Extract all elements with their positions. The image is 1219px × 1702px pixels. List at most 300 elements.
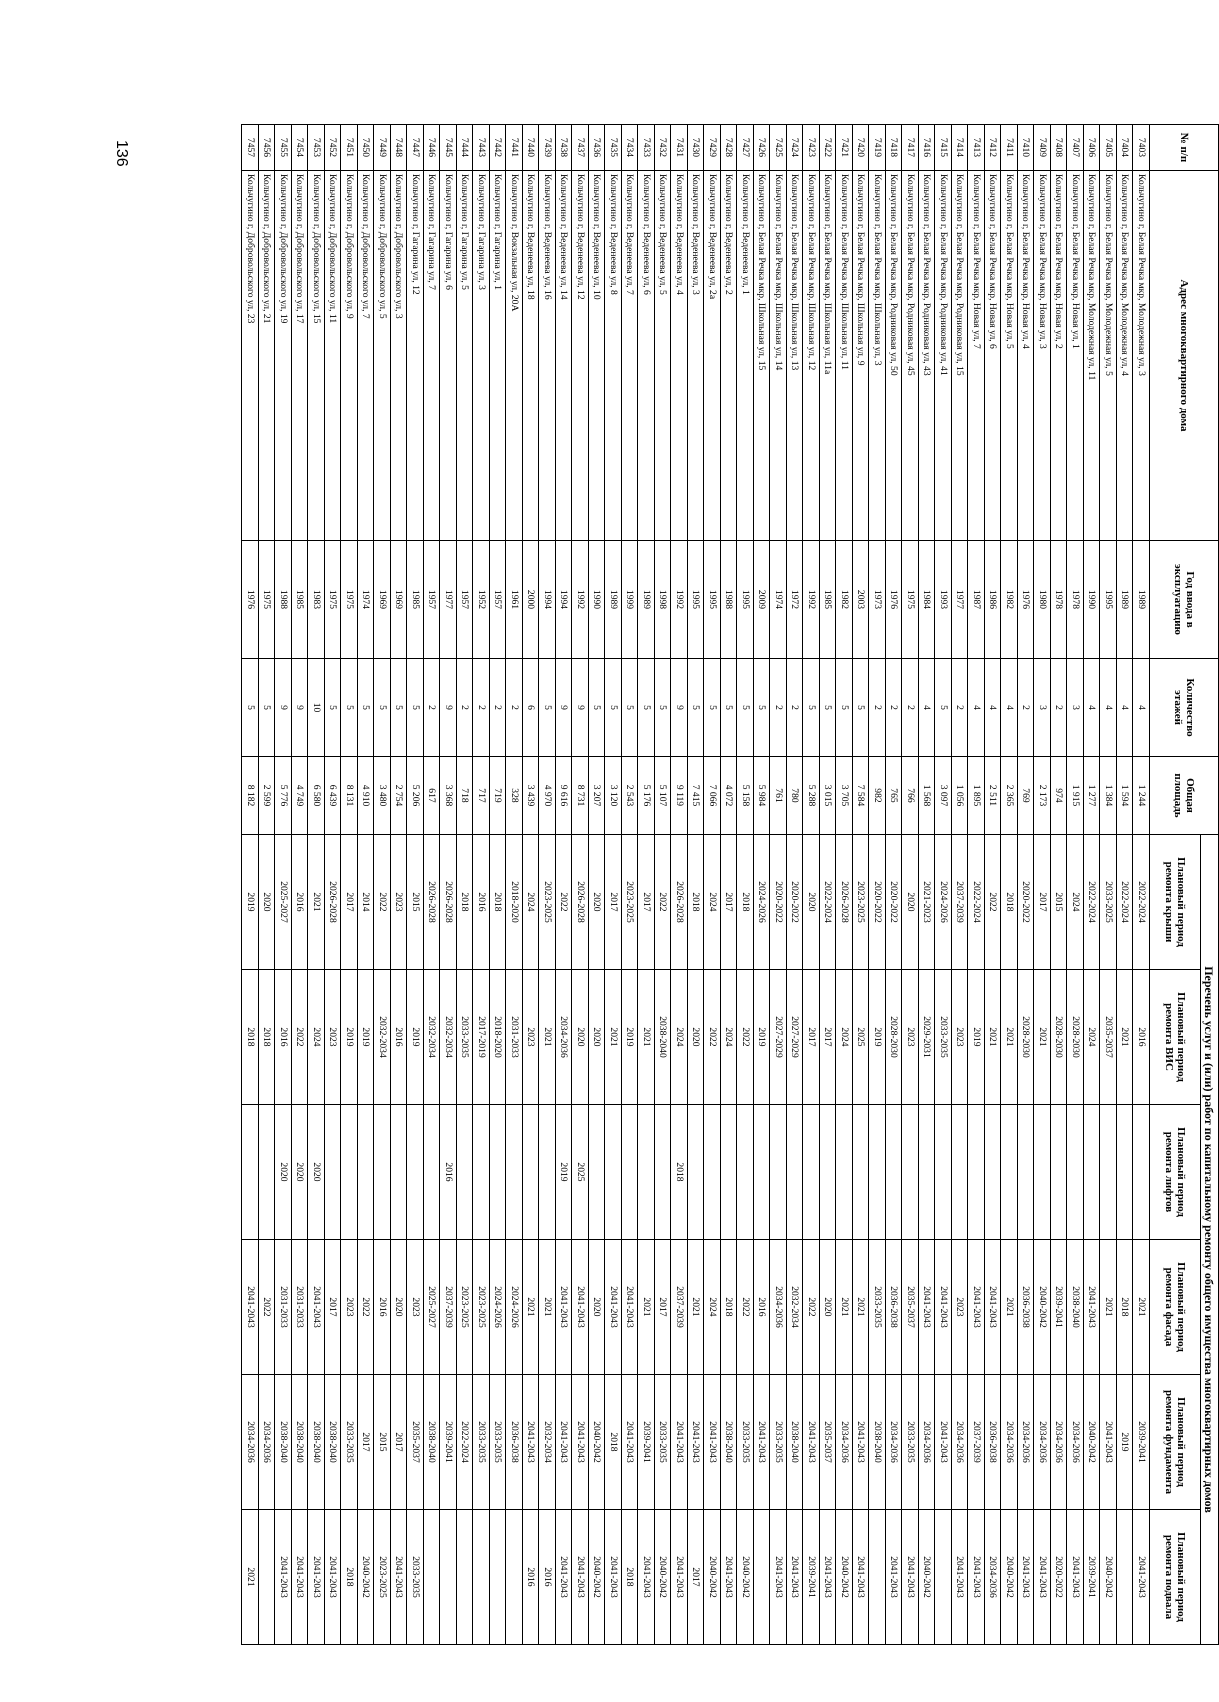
cell-num: 7433 xyxy=(638,125,655,171)
cell-area: 719 xyxy=(490,757,507,835)
cell-vis: 2017-2019 xyxy=(473,970,490,1105)
cell-lift xyxy=(919,1105,936,1240)
cell-roof: 2014 xyxy=(358,835,375,970)
cell-vis: 2034-2036 xyxy=(556,970,573,1105)
cell-floors: 5 xyxy=(935,659,952,757)
cell-basement: 2041-2043 xyxy=(968,1510,985,1645)
cell-roof: 2020 xyxy=(259,835,276,970)
cell-vis: 2019 xyxy=(754,970,771,1105)
cell-area: 2 754 xyxy=(391,757,408,835)
cell-floors: 2 xyxy=(787,659,804,757)
cell-year: 2009 xyxy=(754,541,771,659)
cell-roof: 2020-2022 xyxy=(886,835,903,970)
table-row xyxy=(1067,125,1084,1645)
cell-roof: 2024-2026 xyxy=(935,835,952,970)
cell-lift xyxy=(935,1105,952,1240)
cell-floors: 4 xyxy=(1133,659,1150,757)
cell-address: Кольчугино г, Добровольского ул, 9 xyxy=(341,171,358,541)
cell-year: 1985 xyxy=(292,541,309,659)
cell-facade: 2025-2027 xyxy=(424,1240,441,1375)
cell-floors: 2 xyxy=(902,659,919,757)
table-row xyxy=(457,125,474,1645)
cell-vis: 2033-2035 xyxy=(935,970,952,1105)
cell-lift xyxy=(655,1105,672,1240)
cell-roof: 2019 xyxy=(242,835,259,970)
cell-area: 2 511 xyxy=(985,757,1002,835)
cell-facade: 2016 xyxy=(374,1240,391,1375)
cell-floors: 5 xyxy=(655,659,672,757)
cell-roof: 2022 xyxy=(985,835,1002,970)
cell-year: 1975 xyxy=(902,541,919,659)
cell-year: 1989 xyxy=(1117,541,1134,659)
cell-area: 5 158 xyxy=(737,757,754,835)
cell-address: Кольчугино г, Белая Речка мкр, Школьная ул, 9 xyxy=(853,171,870,541)
cell-area: 4 970 xyxy=(539,757,556,835)
cell-basement: 2020-2022 xyxy=(1051,1510,1068,1645)
cell-floors: 5 xyxy=(259,659,276,757)
cell-foundation: 2019 xyxy=(1117,1375,1134,1510)
cell-num: 7435 xyxy=(605,125,622,171)
cell-foundation: 2041-2043 xyxy=(803,1375,820,1510)
cell-num: 7448 xyxy=(391,125,408,171)
cell-facade: 2041-2043 xyxy=(622,1240,639,1375)
cell-year: 1976 xyxy=(886,541,903,659)
cell-basement xyxy=(506,1510,523,1645)
cell-area: 1 895 xyxy=(968,757,985,835)
cell-floors: 6 xyxy=(523,659,540,757)
cell-foundation: 2034-2036 xyxy=(1018,1375,1035,1510)
cell-basement: 2041-2043 xyxy=(902,1510,919,1645)
cell-foundation: 2041-2043 xyxy=(572,1375,589,1510)
cell-foundation: 2033-2035 xyxy=(737,1375,754,1510)
cell-year: 1995 xyxy=(737,541,754,659)
cell-lift xyxy=(539,1105,556,1240)
cell-roof: 2024 xyxy=(704,835,721,970)
cell-vis: 2023 xyxy=(523,970,540,1105)
cell-vis: 2033-2035 xyxy=(457,970,474,1105)
table-row xyxy=(952,125,969,1645)
cell-facade: 2041-2043 xyxy=(985,1240,1002,1375)
cell-floors: 4 xyxy=(1084,659,1101,757)
cell-roof: 2017 xyxy=(605,835,622,970)
cell-area: 766 xyxy=(902,757,919,835)
cell-year: 1969 xyxy=(374,541,391,659)
cell-roof: 2021 xyxy=(308,835,325,970)
cell-address: Кольчугино г, Веденеева ул, 2а xyxy=(704,171,721,541)
cell-address: Кольчугино г, Добровольского ул, 21 xyxy=(259,171,276,541)
cell-foundation: 2038-2040 xyxy=(292,1375,309,1510)
cell-lift xyxy=(1084,1105,1101,1240)
cell-basement: 2040-2042 xyxy=(919,1510,936,1645)
cell-roof: 2017 xyxy=(1034,835,1051,970)
table-row xyxy=(935,125,952,1645)
cell-floors: 4 xyxy=(1100,659,1117,757)
cell-address: Кольчугино г, Добровольского ул, 11 xyxy=(325,171,342,541)
cell-year: 1978 xyxy=(1051,541,1068,659)
table-row xyxy=(1117,125,1134,1645)
cell-foundation: 2040-2042 xyxy=(589,1375,606,1510)
cell-address: Кольчугино г, Веденеева ул, 14 xyxy=(556,171,573,541)
cell-year: 1988 xyxy=(275,541,292,659)
cell-year: 1974 xyxy=(358,541,375,659)
cell-basement: 2016 xyxy=(539,1510,556,1645)
cell-basement: 2040-2042 xyxy=(358,1510,375,1645)
cell-lift xyxy=(622,1105,639,1240)
cell-vis: 2019 xyxy=(407,970,424,1105)
cell-address: Кольчугино г, Веденеева ул, 1 xyxy=(737,171,754,541)
cell-floors: 10 xyxy=(308,659,325,757)
cell-address: Кольчугино г, Веденеева ул, 10 xyxy=(589,171,606,541)
cell-facade: 2041-2043 xyxy=(556,1240,573,1375)
table-row xyxy=(886,125,903,1645)
cell-area: 2 173 xyxy=(1034,757,1051,835)
cell-address: Кольчугино г, Гагарина ул, 5 xyxy=(457,171,474,541)
cell-facade: 2033-2035 xyxy=(869,1240,886,1375)
cell-area: 780 xyxy=(787,757,804,835)
table-row xyxy=(721,125,738,1645)
cell-area: 2 365 xyxy=(1001,757,1018,835)
cell-lift xyxy=(1001,1105,1018,1240)
cell-lift xyxy=(1117,1105,1134,1240)
cell-foundation: 2041-2043 xyxy=(754,1375,771,1510)
cell-facade: 2041-2043 xyxy=(572,1240,589,1375)
cell-foundation: 2033-2035 xyxy=(490,1375,507,1510)
cell-basement: 2040-2042 xyxy=(655,1510,672,1645)
cell-floors: 3 xyxy=(1067,659,1084,757)
cell-basement: 2041-2043 xyxy=(853,1510,870,1645)
cell-address: Кольчугино г, Белая Речка мкр, Молодежная ул, 3 xyxy=(1133,171,1150,541)
cell-floors: 2 xyxy=(490,659,507,757)
cell-floors: 5 xyxy=(754,659,771,757)
cell-facade: 2039-2041 xyxy=(1051,1240,1068,1375)
cell-address: Кольчугино г, Вокзальная ул, 20А xyxy=(506,171,523,541)
cell-vis: 2024 xyxy=(836,970,853,1105)
cell-floors: 5 xyxy=(358,659,375,757)
cell-address: Кольчугино г, Белая Речка мкр, Новая ул, 2 xyxy=(1051,171,1068,541)
cell-vis: 2021 xyxy=(1001,970,1018,1105)
cell-address: Кольчугино г, Белая Речка мкр, Школьная ул, 11а xyxy=(820,171,837,541)
cell-year: 1998 xyxy=(655,541,672,659)
cell-num: 7424 xyxy=(787,125,804,171)
cell-vis: 2024 xyxy=(671,970,688,1105)
cell-facade: 2023-2025 xyxy=(457,1240,474,1375)
cell-num: 7405 xyxy=(1100,125,1117,171)
cell-lift: 2025 xyxy=(572,1105,589,1240)
cell-basement: 2017 xyxy=(688,1510,705,1645)
cell-facade: 2023 xyxy=(952,1240,969,1375)
cell-year: 1973 xyxy=(869,541,886,659)
cell-year: 1972 xyxy=(787,541,804,659)
cell-vis: 2032-2034 xyxy=(424,970,441,1105)
cell-lift xyxy=(770,1105,787,1240)
cell-lift: 2019 xyxy=(556,1105,573,1240)
cell-foundation: 2038-2040 xyxy=(787,1375,804,1510)
cell-floors: 2 xyxy=(770,659,787,757)
cell-floors: 4 xyxy=(1117,659,1134,757)
cell-floors: 5 xyxy=(341,659,358,757)
cell-lift xyxy=(1100,1105,1117,1240)
cell-basement: 2041-2043 xyxy=(1133,1510,1150,1645)
cell-floors: 5 xyxy=(737,659,754,757)
cell-vis: 2017 xyxy=(820,970,837,1105)
cell-facade: 2031-2033 xyxy=(275,1240,292,1375)
cell-foundation: 2038-2040 xyxy=(869,1375,886,1510)
cell-address: Кольчугино г, Белая Речка мкр, Школьная ул, 14 xyxy=(770,171,787,541)
cell-facade: 2020 xyxy=(589,1240,606,1375)
cell-year: 1952 xyxy=(473,541,490,659)
cell-foundation: 2033-2035 xyxy=(655,1375,672,1510)
cell-floors: 5 xyxy=(853,659,870,757)
cell-foundation: 2039-2041 xyxy=(1133,1375,1150,1510)
cell-roof: 2022-2024 xyxy=(820,835,837,970)
cell-roof: 2037-2039 xyxy=(952,835,969,970)
cell-facade: 2023-2025 xyxy=(473,1240,490,1375)
cell-facade: 2037-2039 xyxy=(440,1240,457,1375)
cell-facade: 2031-2033 xyxy=(292,1240,309,1375)
table-row xyxy=(1034,125,1051,1645)
cell-foundation: 2041-2043 xyxy=(688,1375,705,1510)
cell-year: 1994 xyxy=(556,541,573,659)
cell-address: Кольчугино г, Добровольского ул, 17 xyxy=(292,171,309,541)
table-row xyxy=(325,125,342,1645)
cell-basement xyxy=(473,1510,490,1645)
cell-vis: 2021 xyxy=(985,970,1002,1105)
cell-basement: 2040-2042 xyxy=(836,1510,853,1645)
cell-year: 1989 xyxy=(1133,541,1150,659)
cell-basement: 2041-2043 xyxy=(886,1510,903,1645)
cell-address: Кольчугино г, Добровольского ул, 3 xyxy=(391,171,408,541)
cell-facade: 2021 xyxy=(688,1240,705,1375)
cell-basement: 2041-2043 xyxy=(292,1510,309,1645)
cell-floors: 5 xyxy=(820,659,837,757)
cell-floors: 4 xyxy=(968,659,985,757)
cell-vis: 2028-2030 xyxy=(886,970,903,1105)
cell-roof: 2023-2025 xyxy=(539,835,556,970)
cell-address: Кольчугино г, Белая Речка мкр, Школьная ул, 12 xyxy=(803,171,820,541)
cell-address: Кольчугино г, Белая Речка мкр, Новая ул, 3 xyxy=(1034,171,1051,541)
cell-address: Кольчугино г, Добровольского ул, 15 xyxy=(308,171,325,541)
cell-year: 1999 xyxy=(622,541,639,659)
cell-basement xyxy=(754,1510,771,1645)
cell-year: 1993 xyxy=(935,541,952,659)
table-row xyxy=(622,125,639,1645)
cell-foundation: 2036-2038 xyxy=(506,1375,523,1510)
cell-vis: 2019 xyxy=(358,970,375,1105)
cell-roof: 2024 xyxy=(1067,835,1084,970)
cell-num: 7444 xyxy=(457,125,474,171)
cell-address: Кольчугино г, Белая Речка мкр, Новая ул, 1 xyxy=(1067,171,1084,541)
cell-lift: 2020 xyxy=(292,1105,309,1240)
cell-address: Кольчугино г, Добровольского ул, 19 xyxy=(275,171,292,541)
cell-roof: 2015 xyxy=(407,835,424,970)
cell-floors: 2 xyxy=(886,659,903,757)
cell-facade: 2021 xyxy=(1100,1240,1117,1375)
cell-foundation: 2034-2036 xyxy=(259,1375,276,1510)
cell-foundation: 2041-2043 xyxy=(704,1375,721,1510)
cell-lift xyxy=(506,1105,523,1240)
cell-vis: 2016 xyxy=(275,970,292,1105)
cell-floors: 5 xyxy=(836,659,853,757)
cell-address: Кольчугино г, Белая Речка мкр, Новая ул, 7 xyxy=(968,171,985,541)
cell-year: 1995 xyxy=(704,541,721,659)
cell-address: Кольчугино г, Веденеева ул, 18 xyxy=(523,171,540,541)
cell-facade: 2021 xyxy=(523,1240,540,1375)
cell-year: 1994 xyxy=(539,541,556,659)
cell-vis: 2020 xyxy=(589,970,606,1105)
cell-lift xyxy=(638,1105,655,1240)
cell-foundation: 2034-2036 xyxy=(1067,1375,1084,1510)
cell-area: 5 288 xyxy=(803,757,820,835)
cell-roof: 2026-2028 xyxy=(325,835,342,970)
cell-facade: 2020 xyxy=(391,1240,408,1375)
cell-area: 3 207 xyxy=(589,757,606,835)
cell-roof: 2018 xyxy=(1001,835,1018,970)
cell-vis: 2021 xyxy=(605,970,622,1105)
cell-vis: 2023 xyxy=(325,970,342,1105)
cell-vis: 2019 xyxy=(622,970,639,1105)
col-header-num: № п/п xyxy=(1150,125,1219,171)
cell-year: 1982 xyxy=(1001,541,1018,659)
cell-lift xyxy=(605,1105,622,1240)
cell-facade: 2017 xyxy=(325,1240,342,1375)
cell-facade: 2041-2043 xyxy=(242,1240,259,1375)
cell-floors: 5 xyxy=(391,659,408,757)
cell-area: 7 415 xyxy=(688,757,705,835)
cell-area: 8 731 xyxy=(572,757,589,835)
cell-roof: 2026-2028 xyxy=(836,835,853,970)
cell-num: 7406 xyxy=(1084,125,1101,171)
cell-roof: 2020 xyxy=(902,835,919,970)
cell-foundation: 2040-2042 xyxy=(1084,1375,1101,1510)
cell-area: 1 915 xyxy=(1067,757,1084,835)
cell-vis: 2022 xyxy=(704,970,721,1105)
cell-lift xyxy=(902,1105,919,1240)
table-row xyxy=(919,125,936,1645)
cell-basement xyxy=(259,1510,276,1645)
table-row xyxy=(1001,125,1018,1645)
cell-foundation: 2034-2036 xyxy=(1001,1375,1018,1510)
cell-address: Кольчугино г, Белая Речка мкр, Родниковая ул, 45 xyxy=(902,171,919,541)
cell-facade: 2041-2043 xyxy=(605,1240,622,1375)
cell-year: 1957 xyxy=(490,541,507,659)
cell-facade: 2041-2043 xyxy=(1084,1240,1101,1375)
cell-address: Кольчугино г, Белая Речка мкр, Школьная ул, 3 xyxy=(869,171,886,541)
cell-roof: 2022-2024 xyxy=(968,835,985,970)
cell-foundation: 2041-2043 xyxy=(523,1375,540,1510)
cell-roof: 2026-2028 xyxy=(440,835,457,970)
cell-floors: 5 xyxy=(589,659,606,757)
cell-vis: 2038-2040 xyxy=(655,970,672,1105)
cell-area: 761 xyxy=(770,757,787,835)
table-row xyxy=(572,125,589,1645)
cell-roof: 2016 xyxy=(473,835,490,970)
cell-address: Кольчугино г, Белая Речка мкр, Школьная ул, 13 xyxy=(787,171,804,541)
cell-roof: 2018-2020 xyxy=(506,835,523,970)
cell-floors: 5 xyxy=(605,659,622,757)
cell-foundation: 2017 xyxy=(391,1375,408,1510)
cell-floors: 9 xyxy=(440,659,457,757)
cell-floors: 5 xyxy=(688,659,705,757)
cell-basement: 2023-2025 xyxy=(374,1510,391,1645)
cell-facade: 2034-2036 xyxy=(770,1240,787,1375)
cell-foundation: 2038-2040 xyxy=(424,1375,441,1510)
table-row xyxy=(853,125,870,1645)
cell-area: 769 xyxy=(1018,757,1035,835)
cell-address: Кольчугино г, Белая Речка мкр, Молодежная ул, 5 xyxy=(1100,171,1117,541)
table-row xyxy=(1051,125,1068,1645)
cell-facade: 2022 xyxy=(358,1240,375,1375)
cell-num: 7408 xyxy=(1051,125,1068,171)
cell-facade: 2021 xyxy=(638,1240,655,1375)
cell-facade: 2036-2038 xyxy=(1018,1240,1035,1375)
cell-roof: 2015 xyxy=(1051,835,1068,970)
table-row xyxy=(539,125,556,1645)
table-row xyxy=(242,125,259,1645)
cell-lift xyxy=(886,1105,903,1240)
cell-lift xyxy=(424,1105,441,1240)
cell-facade: 2022 xyxy=(737,1240,754,1375)
cell-area: 1 244 xyxy=(1133,757,1150,835)
cell-foundation: 2034-2036 xyxy=(886,1375,903,1510)
cell-basement xyxy=(440,1510,457,1645)
cell-address: Кольчугино г, Веденеева ул, 7 xyxy=(622,171,639,541)
cell-area: 6 580 xyxy=(308,757,325,835)
cell-facade: 2016 xyxy=(754,1240,771,1375)
cell-vis: 2018 xyxy=(259,970,276,1105)
cell-area: 765 xyxy=(886,757,903,835)
cell-vis: 2021 xyxy=(1117,970,1134,1105)
table-row xyxy=(341,125,358,1645)
table-row xyxy=(1133,125,1150,1645)
table-row xyxy=(259,125,276,1645)
capital-repair-sheet xyxy=(173,124,1219,1644)
cell-basement: 2041-2043 xyxy=(556,1510,573,1645)
cell-address: Кольчугино г, Белая Речка мкр, Школьная ул, 11 xyxy=(836,171,853,541)
cell-vis: 2025 xyxy=(853,970,870,1105)
header-row-group xyxy=(1201,125,1219,1645)
cell-year: 1985 xyxy=(820,541,837,659)
cell-year: 1988 xyxy=(721,541,738,659)
cell-vis: 2024 xyxy=(308,970,325,1105)
cell-vis: 2019 xyxy=(869,970,886,1105)
cell-address: Кольчугино г, Белая Речка мкр, Новая ул, 5 xyxy=(1001,171,1018,541)
cell-year: 1986 xyxy=(985,541,1002,659)
cell-floors: 9 xyxy=(572,659,589,757)
table-row xyxy=(407,125,424,1645)
cell-num: 7407 xyxy=(1067,125,1084,171)
cell-facade: 2018 xyxy=(1117,1240,1134,1375)
cell-vis: 2021 xyxy=(1034,970,1051,1105)
cell-facade: 2021 xyxy=(539,1240,556,1375)
cell-foundation: 2033-2035 xyxy=(770,1375,787,1510)
cell-vis: 2022 xyxy=(292,970,309,1105)
cell-vis: 2021 xyxy=(539,970,556,1105)
cell-area: 1 277 xyxy=(1084,757,1101,835)
cell-facade: 2041-2043 xyxy=(935,1240,952,1375)
table-row xyxy=(803,125,820,1645)
col-header-area: Общая площадь xyxy=(1150,757,1219,835)
cell-num: 7449 xyxy=(374,125,391,171)
cell-area: 7 584 xyxy=(853,757,870,835)
cell-basement: 2041-2043 xyxy=(325,1510,342,1645)
table-row xyxy=(556,125,573,1645)
col-header-year: Год ввода в эксплуатацию xyxy=(1150,541,1219,659)
cell-foundation: 2038-2040 xyxy=(325,1375,342,1510)
cell-foundation: 2035-2037 xyxy=(407,1375,424,1510)
cell-year: 1975 xyxy=(341,541,358,659)
table-row xyxy=(424,125,441,1645)
cell-foundation: 2034-2036 xyxy=(836,1375,853,1510)
